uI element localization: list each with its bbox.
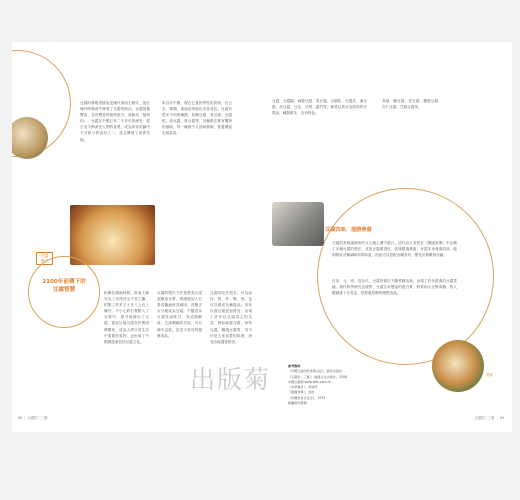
side-label: 美味	[486, 373, 493, 377]
body-text-col2: 豆腐的製作方法是將黃豆浸泡磨成豆漿，煮沸後加入石膏或鹽滷使其凝固，再壓去水分便成為豆腐。中醫認為豆腐性涼味甘，有清熱解毒、生津潤燥的功效，可以補中益氣，是老少皆宜的健康食品。	[157, 291, 202, 338]
list-text-col2: 其他：嫩豆腐、老豆腐、雞蛋豆腐、杏仁豆腐、芝麻豆腐等。	[382, 99, 442, 110]
right-section-heading: 豆腐四味．滋勝燕窩	[325, 227, 372, 233]
right-page-footer: 豆腐的二三事 ｜ 99	[474, 416, 504, 420]
publisher-watermark: 出版菊	[190, 365, 272, 394]
intro-text-col2: 來自於中國，現在已是世界性的食物，在日本、韓國、東南亞等地也非常普及。豆腐有很多不同的種類，如嫩豆腐、老豆腐、豆腐乾、油豆腐、臭豆腐等，各種做法都有獨特的風味，每一種都令人回味無窮，營養價值也相當高。	[162, 101, 232, 136]
tofu-dish-photo	[70, 205, 155, 265]
reference-item: 相關資料整理	[288, 401, 307, 406]
section-heading: 2100年前傳下的豆腐智慧	[42, 279, 86, 293]
body-text-col1: 相傳在漢朝時候，淮南王劉安為了求得長生不老之藥，招集了許多方士在八公山上煉丹，不小心將石膏點入了豆漿中，意外地做出了豆腐。從此以後豆腐在民間流傳開來，成為人們日常生活中重要的食物，也形成了中國源遠流長的豆腐文化。	[104, 291, 149, 344]
cooking-photo	[272, 202, 324, 246]
reference-item: 《隨園食單》，袁枚	[288, 390, 315, 395]
history-tag: 豆腐 簡史	[36, 252, 53, 265]
reference-item: 《中國飲食文化史》，1975	[288, 395, 326, 400]
body-text-col3: 豆腐的吃法很多，可以涼拌、煎、炸、燉、煮，也可以做成各種湯品。宋代以後豆腐更加普及，出現了許多以豆腐為主的名菜，例如麻婆豆腐、家常豆腐、鍋塌豆腐等，至今仍是大家喜愛的料理，深受各地饕客推崇。	[210, 291, 252, 344]
list-text-col1: 豆腐、豆腐腦、麻婆豆腐、臭豆腐、豆腐乾、豆腐皮、凍豆腐、油豆腐、豆花、豆漿、腐竹等，都是以黃豆為原料的豆製品，種類繁多，各有特色。	[272, 99, 367, 116]
references-block	[288, 364, 408, 406]
right-body-text-2: 在宋、元、明、清各代，豆腐的做法不斷推陳出新，出現了許多經典的豆腐菜餚。現代科學研究也證實，豆腐含有豐富的蛋白質、鈣質和大豆異黃酮，對人體健康十分有益，是營養均衡的理想食品。	[332, 279, 457, 296]
reference-item: 《本草綱目》，李時珍	[288, 385, 318, 390]
reference-item: 《中國豆腐的飲食與文化》，國家出版社	[288, 369, 343, 374]
right-decorative-circle	[317, 188, 494, 365]
tofu-making-photo	[12, 117, 48, 159]
references-title: 參考資料	[288, 364, 301, 368]
right-body-text: 豆腐的美味讓歷來的文人雅士讚不絕口，清代詩人袁枚在《隨園食單》中記載了多種豆腐的做法，並說豆腐做得好，其味勝過燕窩。豆腐本身味道清淡，能夠吸收各種調味料的味道，因此可以搭配各種食材，變化出無數的佳餚。	[332, 241, 457, 258]
reference-item: 中國豆腐網 www.tofu.com.cn	[288, 379, 332, 384]
reference-item: 《豆腐的二三事》，健康文化出版社，2008	[288, 374, 347, 379]
tofu-braise-photo	[432, 340, 484, 392]
intro-text-col1: 豆腐的發明者據說是漢代淮南王劉安，他在煉丹時無意中發現了豆腐的做法。豆腐營養豐富，含有豐富的植物蛋白，被稱為「植物肉」。豆腐在中國已有二千多年的歷史，從古至今都深受人們的喜愛，成為家常菜餚中不可缺少的食材之一，並且傳到了世界各地。	[80, 101, 150, 142]
left-page-footer: 98 ｜ 豆腐的二三事	[18, 416, 48, 420]
right-page	[262, 42, 512, 432]
